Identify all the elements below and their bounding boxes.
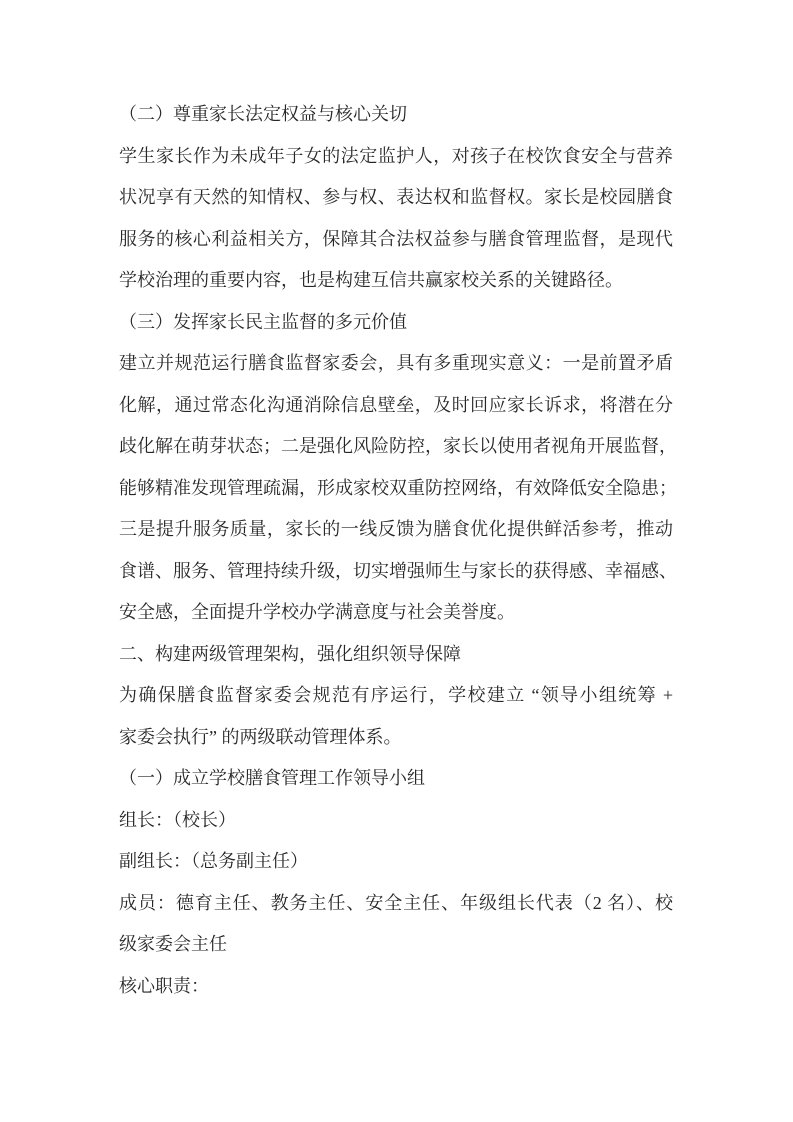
paragraph-line: 能够精准发现管理疏漏，形成家校双重防控网络，有效降低安全隐患； — [119, 477, 677, 498]
paragraph-line: 成员：德育主任、教务主任、安全主任、年级组长代表（2 名）、校 — [119, 892, 673, 913]
paragraph-line: 歧化解在萌芽状态；二是强化风险防控，家长以使用者视角开展监督， — [119, 436, 677, 456]
paragraph-line: 学生家长作为未成年子女的法定监护人，对孩子在校饮食安全与营养 — [119, 145, 673, 166]
paragraph-line: 核心职责： — [119, 975, 209, 996]
document-text-block — [119, 94, 677, 1007]
paragraph-line: 建立并规范运行膳食监督家委会，具有多重现实意义：一是前置矛盾 — [119, 353, 673, 373]
paragraph-line: 化解，通过常态化沟通消除信息壁垒，及时回应家长诉求，将潜在分 — [119, 394, 673, 415]
section-heading: （二）尊重家长法定权益与核心关切 — [119, 104, 407, 124]
paragraph-line: 学校治理的重要内容，也是构建互信共赢家校关系的关键路径。 — [119, 270, 623, 290]
paragraph-line: 状况享有天然的知情权、参与权、表达权和监督权。家长是校园膳食 — [119, 187, 673, 207]
paragraph-line: 食谱、服务、管理持续升级，切实增强师生与家长的获得感、幸福感、 — [119, 560, 677, 581]
section-heading: 二、构建两级管理架构，强化组织领导保障 — [119, 643, 461, 664]
paragraph-line: 服务的核心利益相关方，保障其合法权益参与膳食管理监督，是现代 — [119, 228, 673, 249]
paragraph-line: 安全感，全面提升学校办学满意度与社会美誉度。 — [119, 602, 515, 622]
section-heading: （一）成立学校膳食管理工作领导小组 — [119, 768, 425, 788]
paragraph-line: 三是提升服务质量，家长的一线反馈为膳食优化提供鲜活参考，推动 — [119, 519, 673, 539]
paragraph-line: 组长：（校长） — [119, 809, 236, 830]
section-heading: （三）发挥家长民主监督的多元价值 — [119, 311, 407, 332]
paragraph-line: 为确保膳食监督家委会规范有序运行，学校建立 “领导小组统筹 + — [119, 685, 673, 705]
paragraph-line: 级家委会主任 — [119, 934, 227, 954]
paragraph-line: 家委会执行” 的两级联动管理体系。 — [119, 726, 402, 747]
paragraph-line: 副组长：（总务副主任） — [119, 851, 308, 871]
